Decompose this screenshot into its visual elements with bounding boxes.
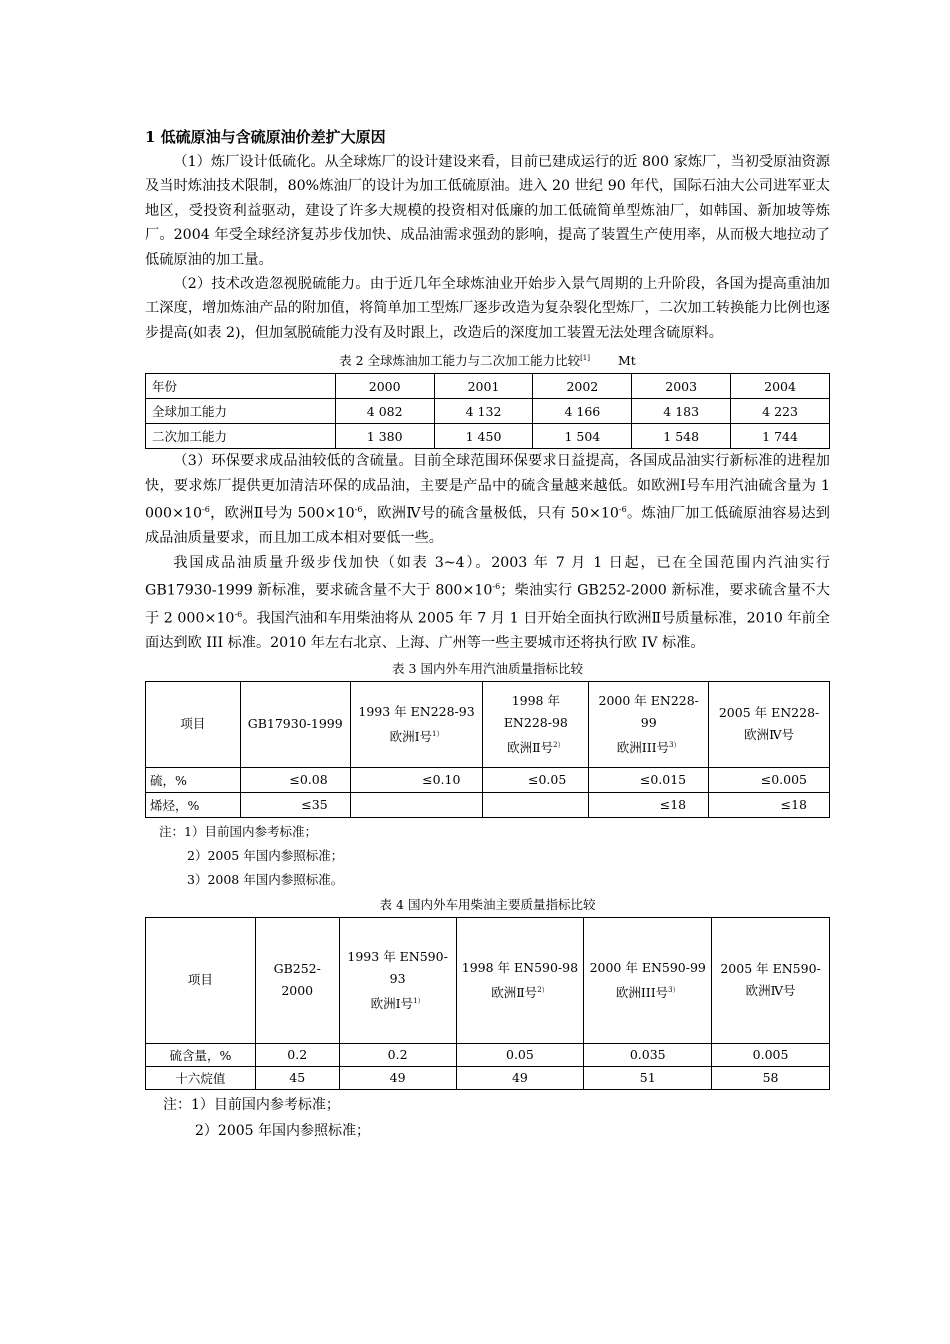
table4-cell: 58 [712,1066,830,1089]
table3-header-line: 1993 年 EN228-93 [358,703,475,719]
table3-header-line: 2005 年 EN228- [718,705,820,721]
table2-capacity [145,373,830,449]
table3-header-line: 2000 年 EN228- [598,692,699,708]
table2-cell: 4 082 [335,399,434,424]
table4-header-line [588,979,707,1004]
paragraph-china-upgrade [145,551,830,656]
table4-header-cell [255,917,339,1043]
table3-notes [145,820,830,892]
p3-text-c: ，欧洲Ⅳ号的硫含量极低，只有 50×10 [362,505,619,522]
table4-cell: 49 [456,1066,584,1089]
table3-header-cell [240,681,350,767]
table4-cell: 0.035 [584,1043,712,1066]
table4-header-sup: 2） [537,985,549,994]
table-row [146,792,830,817]
paragraph-technical-upgrade: （2）技术改造忽视脱硫能力。由于近几年全球炼油业开始步入景气周期的上升阶段，各国为提高重油加工深度，增加炼油产品的附加值，将简单加工型炼厂逐步改造为复杂裂化型炼厂，二次加工转换能力比例也逐步提高(如表 2)，但加氢脱硫能力没有及时跟上，改造后的深度加工装置无法处理含硫原料。 [145,276,830,341]
table3-note: 注：1）目前国内参考标准； [159,823,317,839]
table4-header-line: 2000 [281,983,314,999]
table-row [146,399,830,424]
table2-header-row [146,374,830,399]
table3-header-sup: 2） [553,740,565,749]
p4-text-a: 我国成品油质量升级步伐加快（如表 3~4）。2003 年 7 月 1 日起，已在全国范围内汽油实行 GB17930-1999 新标准，要求硫含量不大于 800×10 [145,554,830,599]
table4-header-row [146,917,830,1043]
table3-header-sup: 3） [669,740,681,749]
table3-gasoline [145,681,830,818]
table3-header-gb: GB17930-1999 [247,716,343,732]
table4-cell: 0.2 [339,1043,456,1066]
table4-header-line: 1993 年 EN590- [347,948,448,964]
table4-header-text: 欧洲III号 [615,984,669,1000]
table2-header-cell: 2000 [335,374,434,399]
table4-cell: 0.05 [456,1043,584,1066]
table3-cell: ≤18 [709,792,830,817]
table4-header-line [344,990,452,1015]
table3-cell: ≤0.08 [240,767,350,792]
p3-text-a: （3）环保要求成品油较低的含硫量。目前全球范围环保要求日益提高，各国成品油实行新标准的进程加快，要求炼厂提供更加清洁环保的成品油，主要是产品中的硫含量越来越低。如欧洲Ⅰ号车用汽油硫含量为 1 000×10 [145,453,830,522]
table4-header-sup: 1） [413,996,425,1005]
table3-header-text: 欧洲III号 [616,739,670,755]
table-row [146,767,830,792]
table4-header-line: 1998 年 EN590-98 [461,959,579,975]
table4-header-cell [339,917,456,1043]
table3-header-item: 项目 [180,716,206,732]
document-page [145,126,830,1144]
table3-cell: ≤18 [589,792,709,817]
p4-text-b: ；柴油实行 GB252-2000 新标准，要求硫含量不大于 2 000×10 [145,582,830,628]
table4-header-line: GB252- [273,961,321,977]
table3-header-line [593,734,704,759]
table3-header-text: 欧洲Ⅱ号 [507,739,554,755]
table2-cell: 1 744 [731,424,830,449]
table4-header-text: 欧洲Ⅰ号 [370,995,414,1011]
table3-header-line: EN228-98 [503,714,568,730]
table4-cell: 51 [584,1066,712,1089]
p4-sup-b: -6 [234,610,243,620]
table4-note: 注：1）目前国内参考标准； [163,1096,340,1113]
table3-header-cell [589,681,709,767]
table4-header-line: 2000 年 EN590-99 [589,959,706,975]
table2-cell: 4 132 [434,399,533,424]
table2-header-cell: 年份 [146,374,336,399]
table3-cell: 硫，% [146,767,241,792]
table4-notes [145,1092,830,1144]
paragraph-environmental [145,449,830,550]
table2-cell: 1 504 [533,424,632,449]
table3-header-line [487,734,584,759]
table2-cell: 4 223 [731,399,830,424]
p3-text-d: 。炼油厂加工低硫原油容易达到成品油质量要求，而且加工成本相对要低一些。 [145,505,830,547]
table3-header-line: 1998 年 [511,692,560,708]
table4-header-sup: 3） [668,985,680,994]
table4-cell: 0.005 [712,1043,830,1066]
table-row [146,1043,830,1066]
paragraph-refinery-design: （1）炼厂设计低硫化。从全球炼厂的设计建设来看，目前已建成运行的近 800 家炼厂，当初受原油资源及当时炼油技术限制，80%炼油厂的设计为加工低硫原油。进入 20 世纪 90 年代，国际石油大公司进军亚太地区，受投资利益驱动，建设了许多大规模的投资相对低廉的加工低硫简单型炼油厂，如韩国、新加坡等炼厂。2004 年受全球经济复苏步伐加快、成品油需求强劲的影响，提高了装置生产使用率，从而极大地拉动了低硫原油的加工量。 [145,154,830,268]
table-row [146,424,830,449]
table3-cell: ≤0.015 [589,767,709,792]
table2-cell: 4 166 [533,399,632,424]
table3-header-cell [483,681,589,767]
table4-header-line [461,979,580,1004]
table2-header-cell: 2003 [632,374,731,399]
table3-caption: 表 3 国内外车用汽油质量指标比较 [392,660,583,676]
p3-sup-c: -6 [618,505,627,515]
p3-sup-b: -6 [354,505,363,515]
p3-sup-a: -6 [202,505,210,515]
table2-cell: 二次加工能力 [146,424,336,449]
table3-header-cell [146,681,241,767]
table4-diesel [145,917,830,1090]
table3-header-line: 99 [640,714,657,730]
table3-header-line [355,723,479,748]
table2-header-cell: 2002 [533,374,632,399]
table3-cell: ≤35 [240,792,350,817]
table4-header-item: 项目 [187,972,213,988]
table4-header-text: 欧洲Ⅱ号 [491,984,538,1000]
table4-cell: 硫含量，% [146,1043,256,1066]
table4-caption: 表 4 国内外车用柴油主要质量指标比较 [379,896,596,912]
table2-cell: 1 450 [434,424,533,449]
table4-header-cell [456,917,584,1043]
table4-header-cell [146,917,256,1043]
table3-header-row [146,681,830,767]
table2-cell: 1 548 [632,424,731,449]
table3-cell: ≤0.10 [350,767,483,792]
table2-caption-text: 表 2 全球炼油加工能力与二次加工能力比较 [339,353,581,369]
table3-cell [350,792,483,817]
table3-header-cell [350,681,483,767]
table3-note: 3）2008 年国内参照标准。 [187,871,344,887]
p3-text-b: ，欧洲Ⅱ号为 500×10 [209,505,355,522]
table3-cell: 烯烃，% [146,792,241,817]
table3-cell: ≤0.05 [483,767,589,792]
table4-header-line: 93 [389,970,406,986]
section-heading: 1 低硫原油与含硫原油价差扩大原因 [145,128,386,146]
table2-cell: 1 380 [335,424,434,449]
table2-unit: Mt [618,353,636,369]
table4-header-cell [712,917,830,1043]
table4-header-cell [584,917,712,1043]
table3-header-sup: 1） [432,729,444,738]
table4-cell: 45 [255,1066,339,1089]
table3-cell [483,792,589,817]
table4-note: 2）2005 年国内参照标准； [195,1122,370,1139]
table3-cell: ≤0.005 [709,767,830,792]
table4-cell: 0.2 [255,1043,339,1066]
table4-header-line: 欧洲Ⅳ号 [745,983,796,999]
table-row [146,1066,830,1089]
table3-note: 2）2005 年国内参照标准； [187,847,344,863]
p4-sup-a: -6 [492,582,501,592]
table3-header-text: 欧洲Ⅰ号 [389,728,433,744]
table4-cell: 十六烷值 [146,1066,256,1089]
table2-header-cell: 2001 [434,374,533,399]
table4-header-line: 2005 年 EN590- [720,961,821,977]
p4-text-c: 。我国汽油和车用柴油将从 2005 年 7 月 1 日开始全面执行欧洲Ⅱ号质量标准，2010 年前全面达到欧 III 标准。2010 年左右北京、上海、广州等一些主要城市还将执行欧 IV 标准。 [145,611,830,652]
table2-caption [145,349,830,370]
table2-header-cell: 2004 [731,374,830,399]
table2-cell: 全球加工能力 [146,399,336,424]
table3-header-line: 欧洲Ⅳ号 [744,727,795,743]
table4-cell: 49 [339,1066,456,1089]
table2-cell: 4 183 [632,399,731,424]
table2-caption-ref: [1] [580,354,590,363]
table3-header-cell [709,681,830,767]
